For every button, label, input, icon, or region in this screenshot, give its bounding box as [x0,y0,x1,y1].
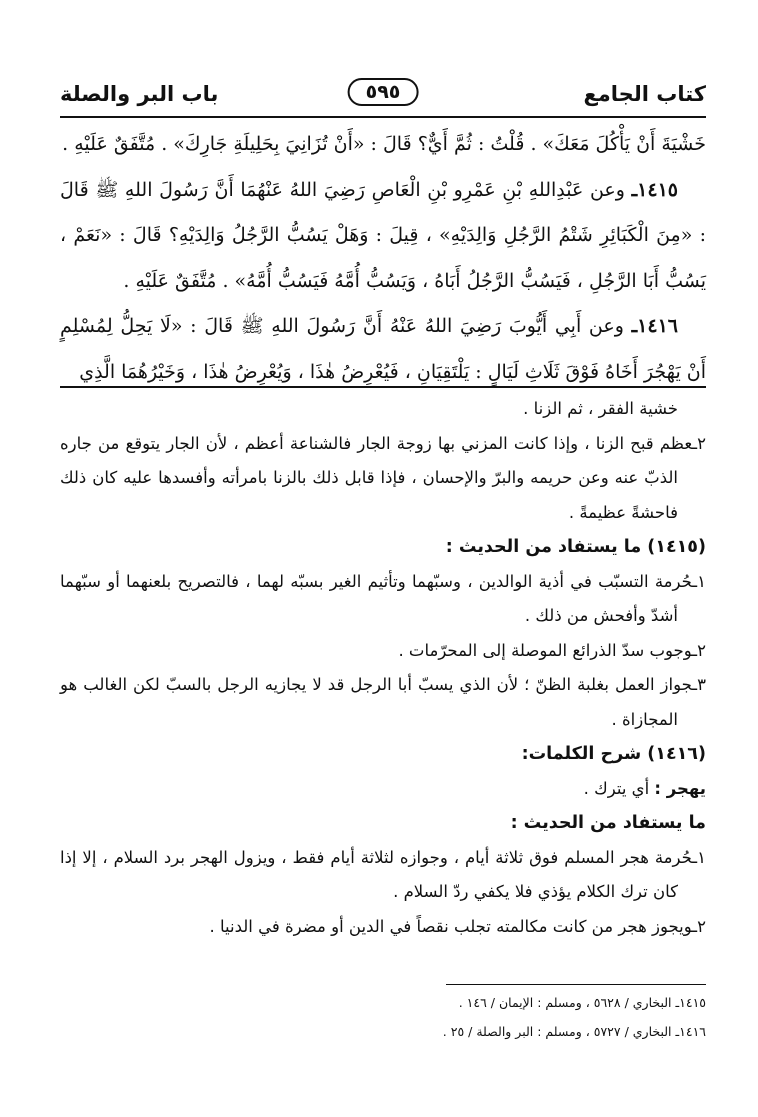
hadith-1415 [60,168,706,305]
point-text: عظم قبح الزنا ، وإذا كانت المزني بها زوجة الجار فالشناعة أعظم ، لأن الجار يتوقع من جاره الذبّ عنه وعن حريمه والبرّ والإحسان ، فإذا قابل ذلك بالزنا بامرأته وأفسدها عليه كان ذلك فاحشةً عظيمةً . [60,433,693,522]
section-heading: ما يستفاد من الحديث : [510,813,706,833]
commentary-point [60,427,706,531]
hadith-continuation: خَشْيَةَ أَنْ يَأْكُلَ مَعَكَ» . قُلْتُ : ثُمَّ أَيٌّ؟ قَالَ : «أَنْ تُزَانِيَ بِحَلِيلَةِ جَارِكَ» . مُتَّفَقٌ عَلَيْهِ . [62,133,706,155]
item-text: وجوب سدّ الذرائع الموصلة إلى المحرّمات . [398,640,693,660]
section-heading: (١٤١٦) شرح الكلمات: [521,744,706,764]
item-text: جواز العمل بغلبة الظنّ ؛ لأن الذي يسبّ أبا الرجل قد لا يجازيه الرجل بالسبّ لكن الغالب هو المجازاة . [60,675,693,729]
defined-word: يهجر : [654,778,706,798]
word-definition [60,772,706,807]
footnote-1415: ١٤١٥ـ البخاري / ٥٦٢٨ ، ومسلم : الإيمان / ١٤٦ . [458,995,706,1010]
benefit-item [60,565,706,634]
item-number: ٣ـ [692,675,706,694]
hadith-text-block [60,122,706,395]
hadith-body: وعن أَبِي أَيُّوبَ رَضِيَ اللهُ عَنْهُ أَنَّ رَسُولَ اللهِ ﷺ قَالَ : «لَا يَحِلُّ لِمُسْلِمٍ أَنْ يَهْجُرَ أَخَاهُ فَوْقَ ثَلَاثِ لَيَالٍ : يَلْتَقِيَانِ ، فَيُعْرِضُ هٰذَا ، وَيُعْرِضُ هٰذَا ، وَخَيْرُهُمَا الَّذِي [60,315,706,383]
hadith-body: وعن عَبْدِاللهِ بْنِ عَمْرِو بْنِ الْعَاصِ رَضِيَ اللهُ عَنْهُمَا أَنَّ رَسُولَ اللهِ ﷺ قَالَ : «مِنَ الْكَبَائِرِ شَتْمُ الرَّجُلِ وَالِدَيْهِ» ، قِيلَ : وَهَلْ يَسُبُّ الرَّجُلُ وَالِدَيْهِ؟ قَالَ : «نَعَمْ ، يَسُبُّ أَبَا الرَّجُلِ ، فَيَسُبُّ الرَّجُلُ أَبَاهُ ، وَيَسُبُّ أُمَّهُ فَيَسُبُّ أُمَّهُ» . مُتَّفَقٌ عَلَيْهِ . [60,178,706,292]
point-number: ٢ـ [692,433,706,453]
hadith-number: ١٤١٥ـ [631,178,678,201]
footnote-divider [446,984,706,985]
chapter-title: باب البر والصلة [60,82,219,106]
definition-text: أي يترك . [583,778,650,798]
item-number: ٢ـ [692,916,706,936]
hadith-1416 [60,304,706,395]
item-text: حُرمة هجر المسلم فوق ثلاثة أيام ، وجوازه لثلاثة أيام فقط ، ويزول الهجر برد السلام ، إلا إذا كان ترك الكلام يؤذي فلا يكفي ردّ السلام . [60,847,693,901]
page-number: ٥٩٥ [348,78,419,106]
hadith-number: ١٤١٦ـ [631,315,678,337]
commentary-block [60,392,706,944]
section-divider [60,386,706,388]
page-header [60,78,706,116]
item-number: ١ـ [692,571,706,591]
item-text: ويجوز هجر من كانت مكالمته تجلب نقصاً في الدين أو مضرة في الدنيا . [209,916,693,936]
benefit-item [60,634,706,669]
item-text: حُرمة التسبّب في أذية الوالدين ، وسبّهما وتأثيم الغير بسبّه لهما ، فالتصريح بلعنهما أو سبّهما أشدّ وأفحش من ذلك . [60,571,693,625]
item-number: ١ـ [692,847,706,867]
commentary-continuation: خشية الفقر ، ثم الزنا . [523,399,678,418]
item-number: ٢ـ [692,640,706,660]
benefit-item [60,668,706,737]
section-heading: (١٤١٥) ما يستفاد من الحديث : [445,537,706,557]
book-title: كتاب الجامع [583,82,706,106]
footnotes [60,988,706,1046]
benefit-item [60,910,706,945]
footnote-1416: ١٤١٦ـ البخاري / ٥٧٢٧ ، ومسلم : البر والصلة / ٢٥ . [442,1024,706,1039]
benefit-item [60,841,706,910]
header-divider [60,116,706,118]
